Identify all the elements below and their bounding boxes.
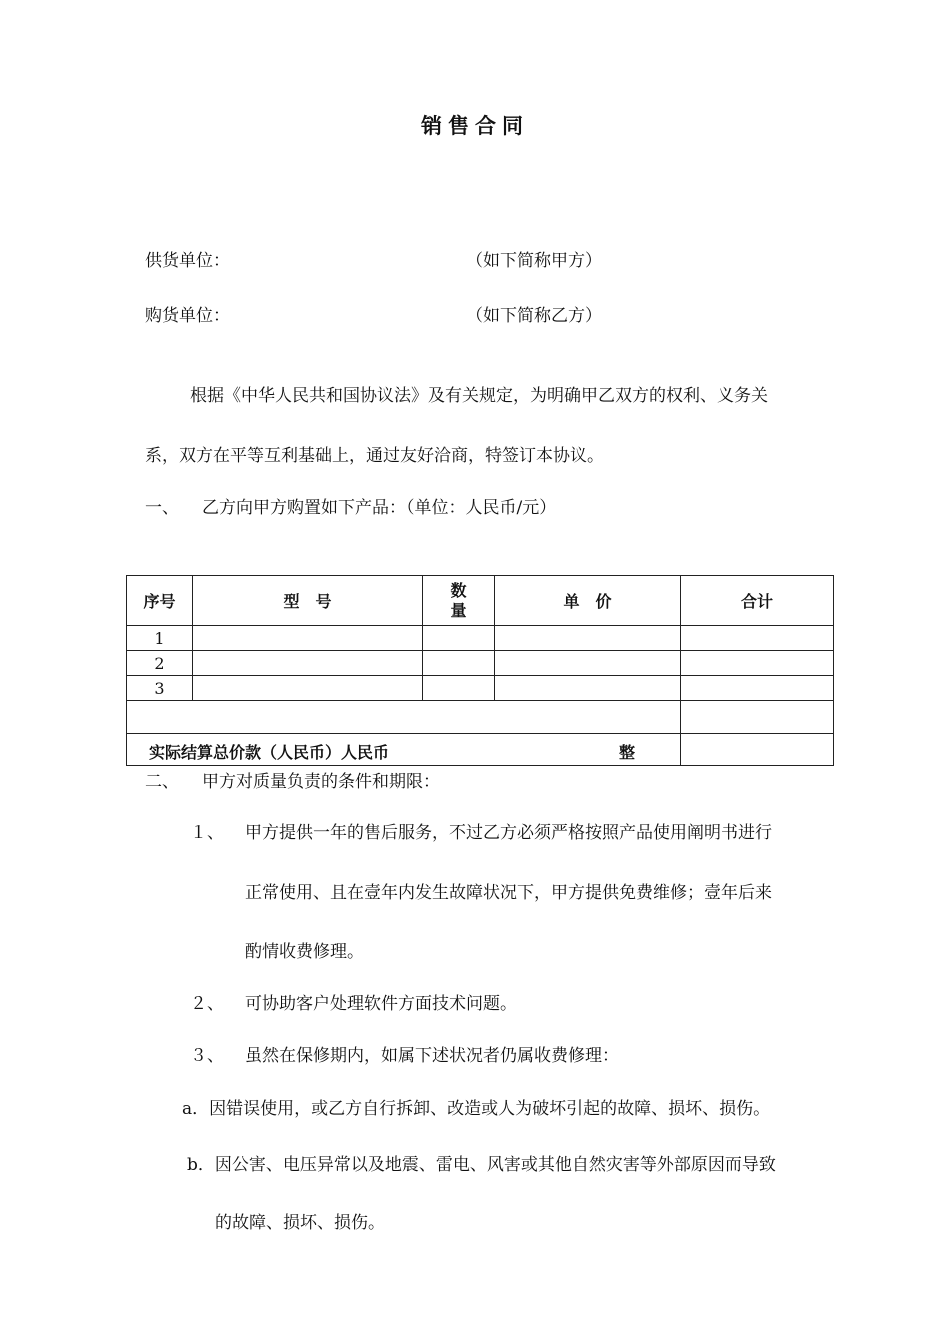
header-qty bbox=[423, 576, 495, 626]
header-model: 型 号 bbox=[193, 576, 423, 626]
row-total-cell bbox=[681, 676, 834, 701]
row-qty-cell bbox=[423, 626, 495, 651]
total-suffix: 整 bbox=[619, 742, 636, 762]
row-total-cell bbox=[681, 626, 834, 651]
table-header-row bbox=[127, 576, 834, 626]
intro-line-2: 系，双方在平等互利基础上，通过友好洽商，特签订本协议。 bbox=[145, 446, 604, 466]
item-1-line-1: 甲方提供一年的售后服务，不过乙方必须严格按照产品使用阐明书进行 bbox=[245, 823, 772, 843]
table-blank-row bbox=[127, 701, 834, 734]
row-seq: 3 bbox=[127, 676, 193, 701]
item-2-text: 可协助客户处理软件方面技术问题。 bbox=[245, 994, 517, 1014]
total-amount-cell bbox=[681, 734, 834, 766]
row-seq: 2 bbox=[127, 651, 193, 676]
section-1-number: 一、 bbox=[145, 498, 179, 518]
sub-item-b-line-1: b．因公害、电压异常以及地震、雷电、风害或其他自然灾害等外部原因而导致 bbox=[187, 1155, 776, 1175]
table-row bbox=[127, 626, 834, 651]
buyer-note: （如下简称乙方） bbox=[466, 306, 602, 326]
section-2-heading: 甲方对质量负责的条件和期限： bbox=[202, 772, 440, 792]
row-model-cell bbox=[193, 651, 423, 676]
item-3-number: ３、 bbox=[190, 1046, 224, 1066]
header-qty-top: 数 bbox=[450, 580, 467, 600]
item-1-line-3: 酌情收费修理。 bbox=[245, 942, 364, 962]
table-row bbox=[127, 651, 834, 676]
row-price-cell bbox=[495, 676, 681, 701]
blank-merged-cell bbox=[127, 701, 681, 734]
table-row bbox=[127, 676, 834, 701]
total-label-cell bbox=[127, 734, 681, 766]
row-qty-cell bbox=[423, 651, 495, 676]
sub-item-a: a．因错误使用，或乙方自行拆卸、改造或人为破坏引起的故障、损坏、损伤。 bbox=[182, 1099, 771, 1119]
item-3-text: 虽然在保修期内，如属下述状况者仍属收费修理： bbox=[245, 1046, 619, 1066]
item-1-line-2: 正常使用、且在壹年内发生故障状况下，甲方提供免费维修；壹年后来 bbox=[245, 883, 772, 903]
item-2-number: ２、 bbox=[190, 994, 224, 1014]
row-price-cell bbox=[495, 626, 681, 651]
row-model-cell bbox=[193, 626, 423, 651]
table-total-row bbox=[127, 734, 834, 766]
buyer-label: 购货单位： bbox=[145, 306, 230, 326]
supplier-label: 供货单位： bbox=[145, 251, 230, 271]
sub-item-b-line-2: 的故障、损坏、损伤。 bbox=[215, 1213, 385, 1233]
products-table bbox=[126, 575, 834, 766]
total-label: 实际结算总价款（人民币）人民币 bbox=[149, 742, 390, 762]
row-model-cell bbox=[193, 676, 423, 701]
row-total-cell bbox=[681, 651, 834, 676]
section-1-heading: 乙方向甲方购置如下产品：（单位：人民币/元） bbox=[202, 498, 557, 518]
document-title: 销售合同 bbox=[421, 114, 529, 138]
header-total: 合计 bbox=[681, 576, 834, 626]
blank-total-cell bbox=[681, 701, 834, 734]
intro-line-1: 根据《中华人民共和国协议法》及有关规定，为明确甲乙双方的权利、义务关 bbox=[190, 386, 768, 406]
header-seq: 序号 bbox=[127, 576, 193, 626]
header-qty-bottom: 量 bbox=[450, 600, 467, 620]
item-1-number: １、 bbox=[190, 823, 224, 843]
header-price: 单 价 bbox=[495, 576, 681, 626]
row-seq: 1 bbox=[127, 626, 193, 651]
row-price-cell bbox=[495, 651, 681, 676]
row-qty-cell bbox=[423, 676, 495, 701]
section-2-number: 二、 bbox=[145, 772, 179, 792]
supplier-note: （如下简称甲方） bbox=[466, 251, 602, 271]
